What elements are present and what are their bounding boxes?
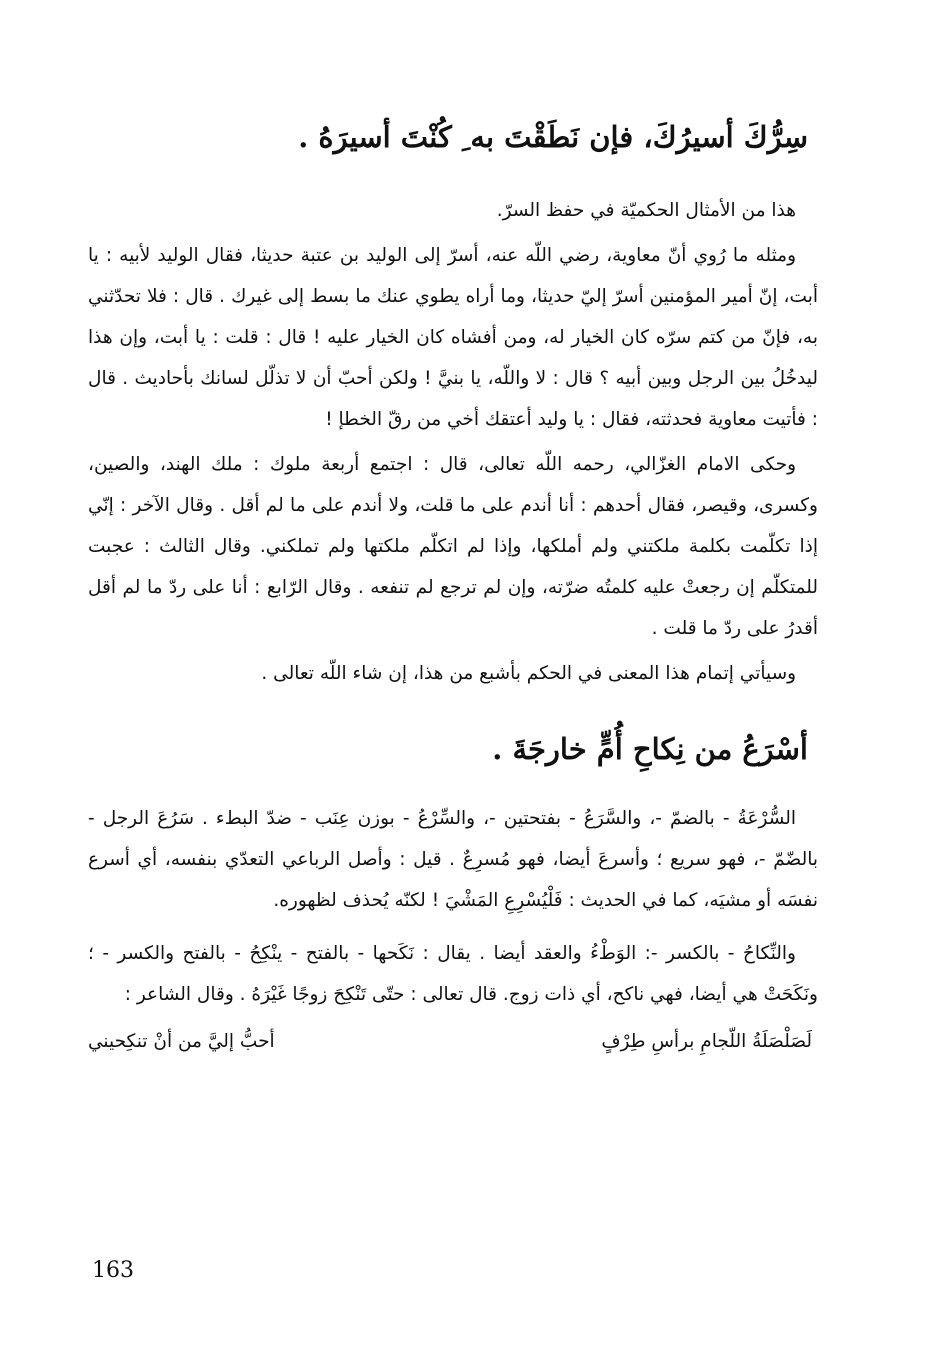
page-content bbox=[88, 110, 818, 1062]
poem-hemistich-left: أحبُّ إليَّ من أنْ تنكِحيني bbox=[88, 1031, 275, 1052]
paragraph-1-3: وحكى الامام الغزّالي، رحمه اللّه تعالى، قال : اجتمع أربعة ملوك : ملك الهند، والصين، وكسرى، وقيصر، فقال أحدهم : أنا أندم على ما قلت، ولا أندم على ما لم أقل . وقال الآخر : إنّي إذا تكلّمت بكلمة ملكتني ولم أملكها، وإذا لم اتكلّم ملكتها ولم تملكني. وقال الثالث : عجبت للمتكلّم إن رجعتْ عليه كلمتُه ضرّته، وإن لم ترجع لم تنفعه . وقال الرّابع : أنا على ردّ ما لم أقل أقدرُ على ردّ ما قلت . bbox=[88, 454, 818, 639]
paragraph-2-1: السُّرْعَةُ - بالضمّ -، والسَّرَعُ - بفتحتين -، والسِّرْعُ - بوزن عِنَب - ضدّ البطء . سَرُعَ الرجل - بالضّمّ -، فهو سريع ؛ وأسرعَ أيضا، فهو مُسرِعٌ . قيل : وأصل الرباعي التعدّي بنفسه، أي أسرع نفسَه أو مشيَه، كما في الحديث : فَلْيُسْرِعِ المَشْيَ ! لكنّه يُحذف لظهوره. bbox=[88, 808, 818, 911]
poem-hemistich-right: لَصَلْصَلَةُ اللّجامِ برأسِ طِرْفٍ bbox=[601, 1031, 812, 1052]
paragraph-2-2: والنِّكاحُ - بالكسر -: الوَطْءُ والعقد أيضا . يقال : نَكَحها - بالفتح - ينْكِحُ - بالفتح والكسر - ؛ ونَكَحَتْ هي أيضا، فهي ناكح، أي ذات زوج. قال تعالى : حتّى تَنْكِحَ زوجًا غَيْرَهُ . وقال الشاعر : bbox=[88, 943, 818, 1005]
proverb-heading-1: سِرُّكَ أسيرُكَ، فإن نَطَقْتَ به ِ كُنْتَ أسيرَهُ . bbox=[298, 120, 808, 154]
paragraph-1-1: هذا من الأمثال الحكميّة في حفظ السرّ. bbox=[496, 200, 796, 221]
paragraph-1-2: ومثله ما رُوي أنّ معاوية، رضي اللّه عنه، أسرّ إلى الوليد بن عتبة حديثا، فقال الوليد لأبيه : يا أبت، إنّ أمير المؤمنين أسرّ إليّ حديثا، وما أراه يطوي عنك ما بسط إلى غيرك . قال : فلا تحدّثني به، فإنّ من كتم سرّه كان الخيار له، ومن أفشاه كان الخيار عليه ! قال : قلت : يا أبت، وإن هذا ليدخُلُ بين الرجل وبين أبيه ؟ قال : لا واللّه، يا بنيَّ ! ولكن أحبّ أن لا تذلّل لسانك بأحاديث . قال : فأتيت معاوية فحدثته، فقال : يا وليد أعتقك أخي من رقّ الخطإ ! bbox=[88, 245, 818, 430]
paragraph-1-4: وسيأتي إتمام هذا المعنى في الحكم بأشبع من هذا، إن شاء اللّه تعالى . bbox=[261, 663, 796, 684]
proverb-heading-2: أسْرَعُ من نِكاحِ أُمٍّ خارجَةَ . bbox=[492, 732, 808, 766]
page-number: 163 bbox=[92, 1258, 134, 1283]
poem-verse bbox=[88, 1021, 818, 1062]
